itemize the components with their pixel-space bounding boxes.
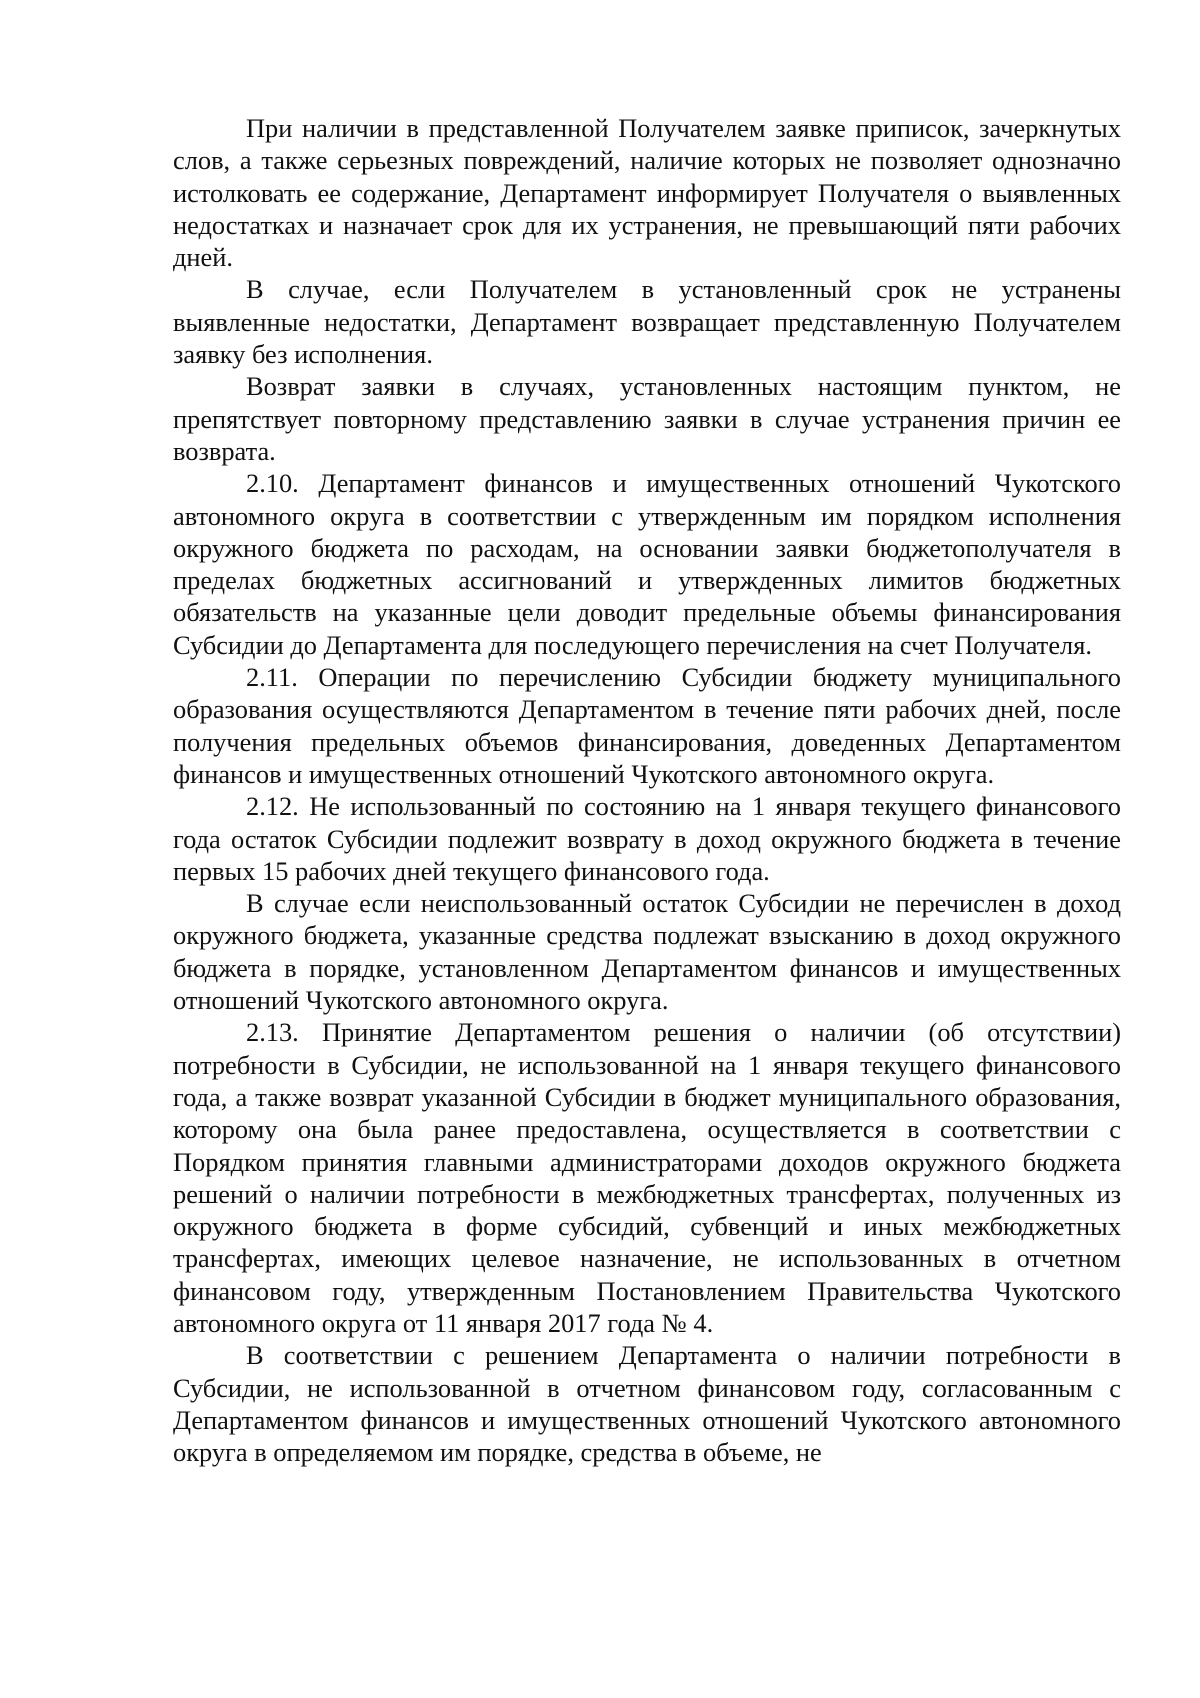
paragraph-recipient-application-defects: При наличии в представленной Получателем заявке приписок, зачеркнутых слов, а также серьезных повреждений, наличие которых не позволяет однозначно истолковать ее содержание, Департамент информирует Получателя о выявленных недостатках и назначает срок для их устранения, не превышающий пяти рабочих дней. bbox=[173, 113, 1121, 273]
document-page bbox=[173, 112, 1121, 1468]
paragraph-return-not-obstacle: Возврат заявки в случаях, установленных настоящим пунктом, не препятствует повторному представлению заявки в случае устранения причин ее возврата. bbox=[173, 371, 1121, 466]
paragraph-2-13: 2.13. Принятие Департаментом решения о наличии (об отсутствии) потребности в Субсидии, не использованной на 1 января текущего финансового года, а также возврат указанной Субсидии в бюджет муниципального образования, которому она была ранее предоставлена, осуществляется в соответствии с Порядком принятия главными администраторами доходов окружного бюджета решений о наличии потребности в межбюджетных трансфертах, полученных из окружного бюджета в форме субсидий, субвенций и иных межбюджетных трансфертах, имеющих целевое назначение, не использованных в отчетном финансовом году, утвержденным Постановлением Правительства Чукотского автономного округа от 11 января 2017 года № 4. bbox=[173, 1017, 1121, 1338]
paragraph-unused-balance-recovery: В случае если неиспользованный остаток Субсидии не перечислен в доход окружного бюджета, указанные средства подлежат взысканию в доход окружного бюджета в порядке, установленном Департаментом финансов и имущественных отношений Чукотского автономного округа. bbox=[173, 888, 1121, 1016]
paragraph-2-10: 2.10. Департамент финансов и имущественных отношений Чукотского автономного округа в соответствии с утвержденным им порядком исполнения окружного бюджета по расходам, на основании заявки бюджетополучателя в пределах бюджетных ассигнований и утвержденных лимитов бюджетных обязательств на указанные цели доводит предельные объемы финансирования Субсидии до Департамента для последующего перечисления на счет Получателя. bbox=[173, 468, 1121, 660]
paragraph-department-decision: В соответствии с решением Департамента о наличии потребности в Субсидии, не использованной в отчетном финансовом году, согласованным с Департаментом финансов и имущественных отношений Чукотского автономного округа в определяемом им порядке, средства в объеме, не bbox=[173, 1340, 1121, 1468]
paragraph-2-12: 2.12. Не использованный по состоянию на 1 января текущего финансового года остаток Субсидии подлежит возврату в доход окружного бюджета в течение первых 15 рабочих дней текущего финансового года. bbox=[173, 791, 1121, 886]
paragraph-2-11: 2.11. Операции по перечислению Субсидии бюджету муниципального образования осуществляются Департаментом в течение пяти рабочих дней, после получения предельных объемов финансирования, доведенных Департаментом финансов и имущественных отношений Чукотского автономного округа. bbox=[173, 662, 1121, 789]
paragraph-application-return: В случае, если Получателем в установленный срок не устранены выявленные недостатки, Департамент возвращает представленную Получателем заявку без исполнения. bbox=[173, 274, 1121, 370]
